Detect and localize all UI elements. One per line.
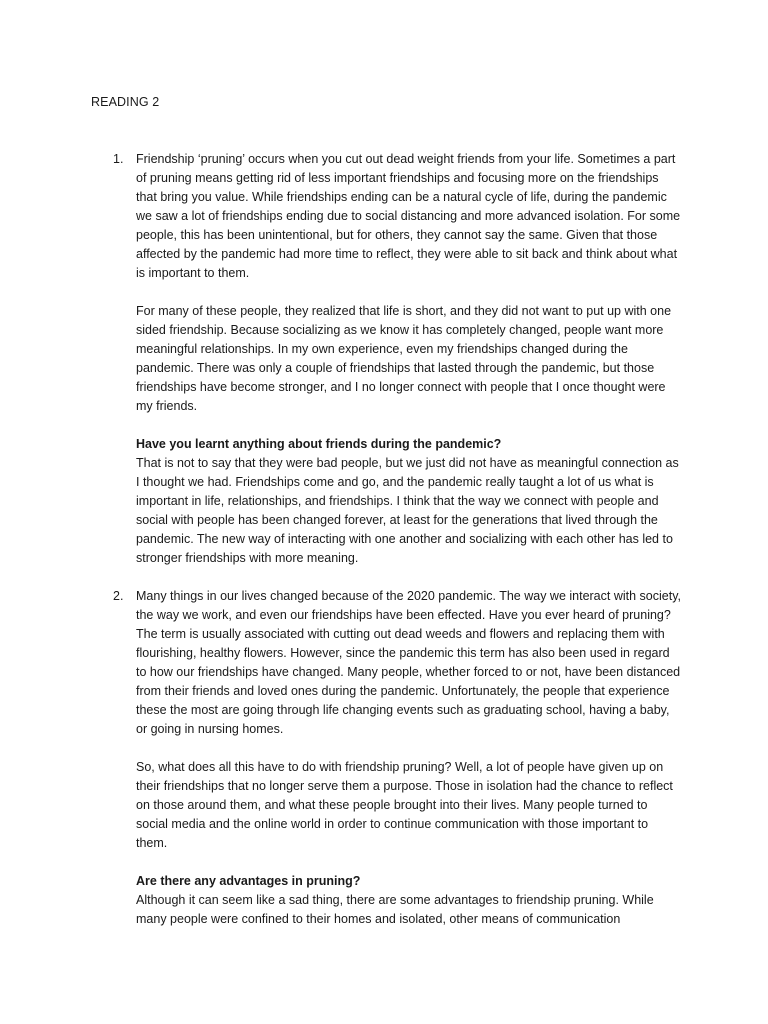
paragraph: Although it can seem like a sad thing, there are some advantages to friendship pruning. While many people were confined to their homes and isolated, other means of communication (136, 893, 654, 926)
list-item-body (136, 150, 681, 568)
document-heading: READING 2 (91, 95, 160, 109)
paragraph: Friendship ‘pruning’ occurs when you cut out dead weight friends from your life. Sometimes a part of pruning means getting rid of less important friendships and focusing more on the friendships that bring you value. While friendships ending can be a natural cycle of life, during the pandemic we saw a lot of friendships ending due to social distancing and more advanced isolation. For some people, this has been unintentional, but for others, they cannot say the same. Given that those affected by the pandemic had more time to reflect, they were able to sit back and think about what is important to them. (136, 152, 681, 280)
list-number: 2. (113, 589, 124, 603)
list-item-2 (0, 587, 768, 929)
question-heading: Are there any advantages in pruning? (136, 874, 361, 888)
numbered-list (0, 150, 768, 929)
paragraph: Many things in our lives changed because of the 2020 pandemic. The way we interact with society, the way we work, and even our friendships have been effected. Have you ever heard of pruning? The term is usually associated with cutting out dead weeds and flowers and replacing them with flourishing, healthy flowers. However, since the pandemic this term has also been used in regard to how our friendships have changed. Many people, whether forced to or not, have been distanced from their friends and loved ones during the pandemic. Unfortunately, the people that experience these the most are going through life changing events such as graduating school, having a baby, or going in nursing homes. (136, 589, 681, 736)
list-number: 1. (113, 152, 124, 166)
paragraph: For many of these people, they realized that life is short, and they did not want to put up with one sided friendship. Because socializing as we know it has completely changed, people want more meaningful relationships. In my own experience, even my friendships changed during the pandemic. There was only a couple of friendships that lasted through the pandemic, but those friendships have become stronger, and I no longer connect with people that I once thought were my friends. (136, 304, 672, 413)
question-heading: Have you learnt anything about friends during the pandemic? (136, 437, 502, 451)
paragraph: So, what does all this have to do with friendship pruning? Well, a lot of people have given up on their friendships that no longer serve them a purpose. Those in isolation had the chance to reflect on those around them, and what these people brought into their lives. Many people turned to social media and the online world in order to continue communication with those important to them. (136, 760, 673, 850)
list-item-1 (0, 150, 768, 568)
paragraph: That is not to say that they were bad people, but we just did not have as meaningful connection as I thought we had. Friendships come and go, and the pandemic really taught a lot of us what is important in life, relationships, and friendships. I think that the way we connect with people and social with people has been changed forever, at least for the generations that lived through the pandemic. The new way of interacting with one another and socializing with each other has led to stronger friendships with more meaning. (136, 456, 679, 565)
list-item-body (136, 587, 681, 929)
